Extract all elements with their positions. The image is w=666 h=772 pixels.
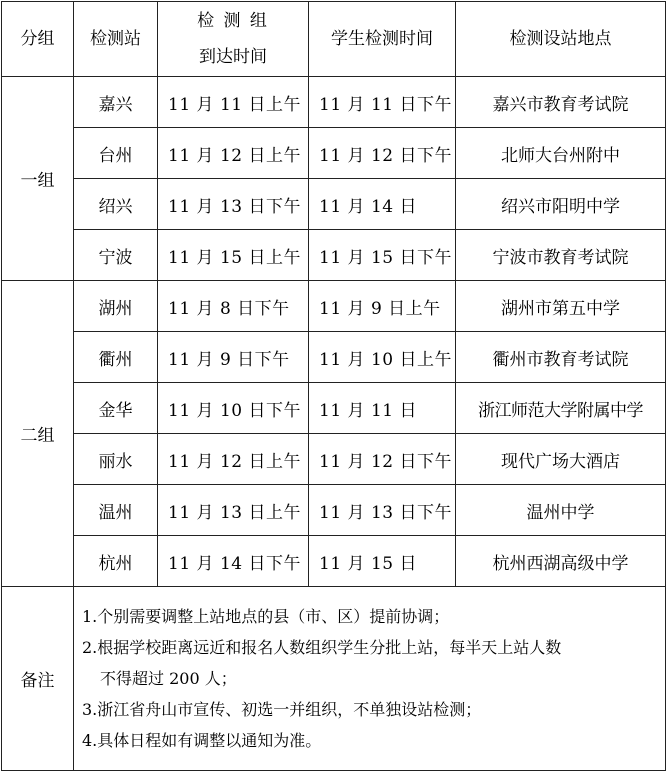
location-cell: 杭州西湖高级中学	[456, 536, 666, 587]
header-arrival-time	[158, 2, 309, 77]
table-row	[2, 383, 666, 434]
student-time-cell: 11 月 13 日下午	[309, 485, 456, 536]
student-time-cell: 11 月 12 日下午	[309, 434, 456, 485]
location-cell: 嘉兴市教育考试院	[456, 77, 666, 128]
notes-row	[2, 587, 666, 771]
location-cell: 衢州市教育考试院	[456, 332, 666, 383]
student-time-cell: 11 月 12 日下午	[309, 128, 456, 179]
station-cell: 衢州	[74, 332, 158, 383]
note-item-2-continued: 不得超过 200 人；	[100, 669, 237, 688]
arrival-cell: 11 月 13 日上午	[158, 485, 309, 536]
arrival-cell: 11 月 13 日下午	[158, 179, 309, 230]
arrival-cell: 11 月 14 日下午	[158, 536, 309, 587]
student-time-cell: 11 月 15 日	[309, 536, 456, 587]
schedule-table	[1, 1, 666, 771]
location-cell: 现代广场大酒店	[456, 434, 666, 485]
student-time-cell: 11 月 15 日下午	[309, 230, 456, 281]
arrival-cell: 11 月 8 日下午	[158, 281, 309, 332]
station-cell: 宁波	[74, 230, 158, 281]
station-cell: 台州	[74, 128, 158, 179]
station-cell: 温州	[74, 485, 158, 536]
table-row	[2, 536, 666, 587]
location-cell: 温州中学	[456, 485, 666, 536]
student-time-cell: 11 月 11 日下午	[309, 77, 456, 128]
arrival-cell: 11 月 10 日下午	[158, 383, 309, 434]
note-item-3: 3.浙江省舟山市宣传、初选一并组织，不单独设站检测；	[82, 700, 482, 719]
station-cell: 丽水	[74, 434, 158, 485]
header-arrival-line2: 到达时间	[199, 47, 267, 67]
arrival-cell: 11 月 15 日上午	[158, 230, 309, 281]
table-row	[2, 128, 666, 179]
table-row	[2, 332, 666, 383]
student-time-cell: 11 月 11 日	[309, 383, 456, 434]
student-time-cell: 11 月 14 日	[309, 179, 456, 230]
table-row	[2, 434, 666, 485]
table-row	[2, 77, 666, 128]
station-cell: 嘉兴	[74, 77, 158, 128]
table-row	[2, 179, 666, 230]
note-item-4: 4.具体日程如有调整以通知为准。	[82, 731, 322, 750]
station-cell: 杭州	[74, 536, 158, 587]
station-cell: 绍兴	[74, 179, 158, 230]
header-group: 分组	[2, 2, 74, 77]
location-cell: 湖州市第五中学	[456, 281, 666, 332]
station-cell: 湖州	[74, 281, 158, 332]
arrival-cell: 11 月 9 日下午	[158, 332, 309, 383]
header-location: 检测设站地点	[456, 2, 666, 77]
note-item-1: 1.个别需要调整上站地点的县（市、区）提前协调；	[82, 607, 450, 626]
header-student-time: 学生检测时间	[309, 2, 456, 77]
header-arrival-line1: 检 测 组	[197, 11, 269, 31]
header-station: 检测站	[74, 2, 158, 77]
notes-label: 备注	[2, 587, 74, 771]
location-cell: 浙江师范大学附属中学	[456, 383, 666, 434]
arrival-cell: 11 月 12 日上午	[158, 434, 309, 485]
station-cell: 金华	[74, 383, 158, 434]
location-cell: 北师大台州附中	[456, 128, 666, 179]
arrival-cell: 11 月 12 日上午	[158, 128, 309, 179]
note-item-2: 2.根据学校距离远近和报名人数组织学生分批上站，每半天上站人数	[82, 638, 562, 657]
table-row	[2, 230, 666, 281]
table-row	[2, 485, 666, 536]
location-cell: 宁波市教育考试院	[456, 230, 666, 281]
location-cell: 绍兴市阳明中学	[456, 179, 666, 230]
group-cell-1: 一组	[2, 77, 74, 281]
notes-content	[74, 587, 666, 771]
group-cell-2: 二组	[2, 281, 74, 587]
arrival-cell: 11 月 11 日上午	[158, 77, 309, 128]
header-row	[2, 2, 666, 77]
table-row	[2, 281, 666, 332]
student-time-cell: 11 月 9 日上午	[309, 281, 456, 332]
student-time-cell: 11 月 10 日上午	[309, 332, 456, 383]
